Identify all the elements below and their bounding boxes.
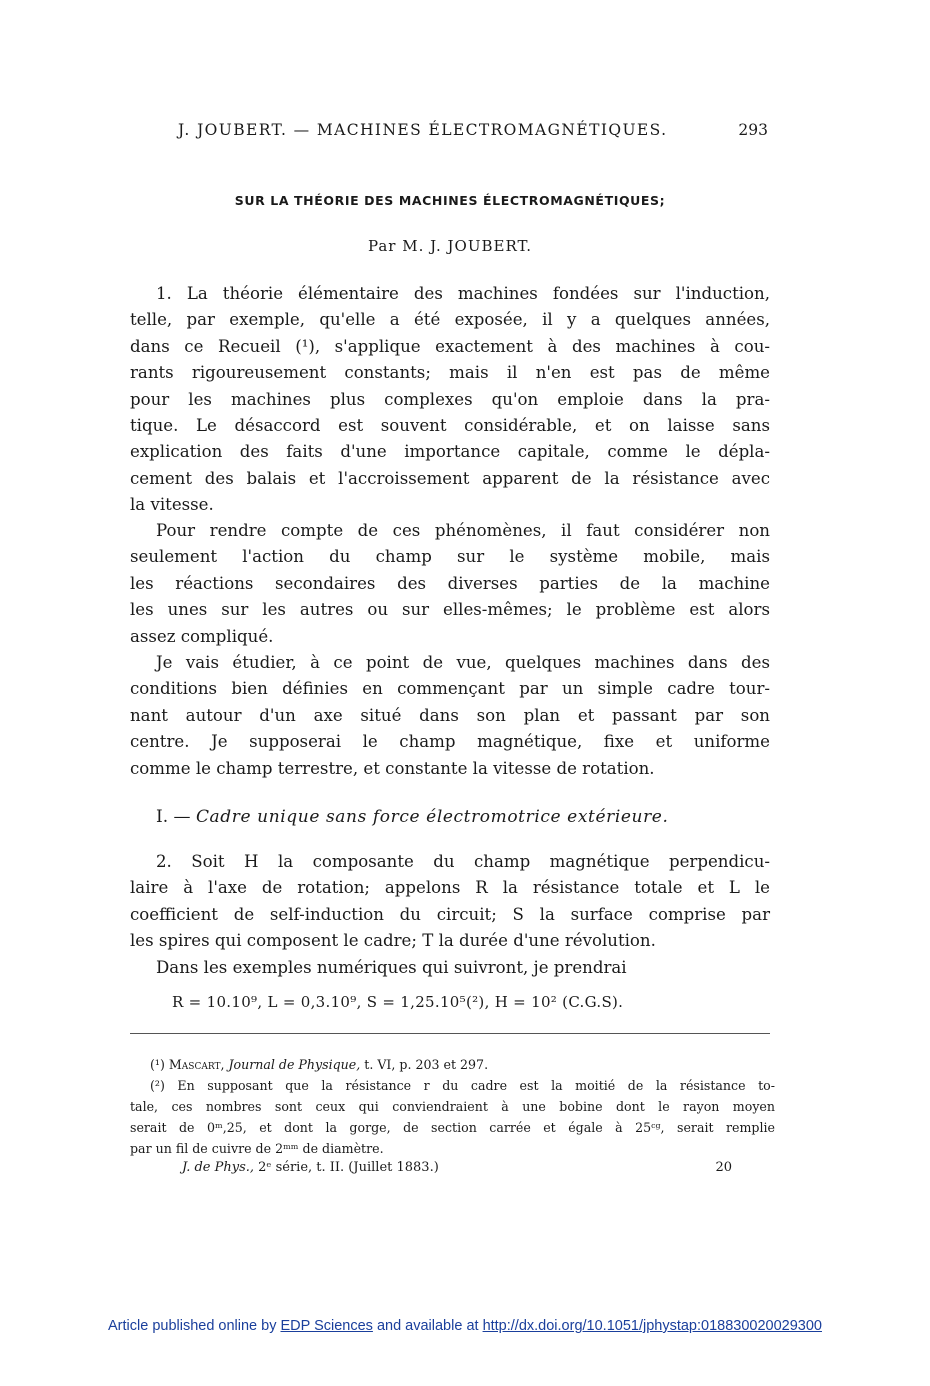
page-number: 293 <box>738 121 768 139</box>
text-line: seulement l'action du champ sur le système mobile, mais <box>130 547 770 567</box>
text-line: telle, par exemple, qu'elle a été exposée, il y a quelques années, <box>130 310 770 330</box>
text-line: tique. Le désaccord est souvent considérable, et on laisse sans <box>130 415 770 435</box>
text-line: explication des faits d'une importance capitale, comme le dépla- <box>130 442 770 462</box>
text-line: conditions bien définies en commençant par un simple cadre tour- <box>130 679 770 699</box>
source-journal: J. de Phys., <box>182 1160 255 1175</box>
footnote-divider <box>130 1033 770 1034</box>
text-line: rants rigoureusement constants; mais il n'en est pas de même <box>130 363 770 383</box>
text-line: 2. Soit H la composante du champ magnétique perpendicu- <box>156 852 770 871</box>
paragraph-5 <box>130 955 770 981</box>
paragraph-1 <box>130 281 770 519</box>
footnote-author: Mascart, <box>168 1057 225 1072</box>
text-line: Je vais étudier, à ce point de vue, quelques machines dans des <box>156 653 770 672</box>
paragraph-2 <box>130 518 770 650</box>
paragraph-3 <box>130 650 770 782</box>
text-line: dans ce Recueil (¹), s'applique exactement à des machines à cou- <box>130 336 770 356</box>
section-title: Cadre unique sans force électromotrice extérieure. <box>195 807 669 827</box>
byline: Par M. J. JOUBERT. <box>367 237 533 255</box>
section-number: I. — <box>156 807 191 827</box>
text-line: centre. Je supposerai le champ magnétique, fixe et uniforme <box>130 732 770 752</box>
footnote-reference: t. VI, p. 203 et 297. <box>364 1057 489 1072</box>
text-line: 1. La théorie élémentaire des machines fondées sur l'induction, <box>156 284 770 303</box>
publisher-link[interactable]: EDP Sciences <box>280 1318 373 1334</box>
text-line: Dans les exemples numériques qui suivront, je prendrai <box>156 958 627 977</box>
running-head <box>178 121 768 145</box>
footnote-journal: Journal de Physique, <box>228 1057 361 1072</box>
doi-link[interactable]: http://dx.doi.org/10.1051/jphystap:018830020029300 <box>482 1318 822 1334</box>
text-line: laire à l'axe de rotation; appelons R la résistance totale et L le <box>130 878 770 898</box>
running-head-title: J. JOUBERT. — MACHINES ÉLECTROMAGNÉTIQUES. <box>178 121 668 139</box>
text-line: assez compliqué. <box>130 626 274 646</box>
footnote-2-line: (²) En supposant que la résistance r du cadre est la moitié de la résistance to- <box>150 1078 775 1093</box>
text-line: les spires qui composent le cadre; T la durée d'une révolution. <box>130 931 656 951</box>
footnote-2-line: par un fil de cuivre de 2ᵐᵐ de diamètre. <box>130 1141 384 1156</box>
footer-middle: and available at <box>376 1318 479 1334</box>
text-line: coefficient de self-induction du circuit; S la surface comprise par <box>130 904 770 924</box>
footnote-2-line: tale, ces nombres sont ceux qui conviendraient à une bobine dont le rayon moyen <box>130 1099 775 1114</box>
text-line: pour les machines plus complexes qu'on emploie dans la pra- <box>130 389 770 409</box>
text-line: les réactions secondaires des diverses parties de la machine <box>130 573 770 593</box>
section-heading <box>156 807 776 827</box>
source-details: 2ᵉ série, t. II. (Juillet 1883.) <box>258 1160 439 1175</box>
signature-mark: 20 <box>715 1160 732 1175</box>
text-line: les unes sur les autres ou sur elles-mêmes; le problème est alors <box>130 600 770 620</box>
publication-footer <box>0 1318 930 1334</box>
footnote-2-line: serait de 0ᵐ,25, et dont la gorge, de section carrée et égale à 25ᶜᵍ, serait remplie <box>130 1120 775 1135</box>
footnotes <box>130 1054 775 1159</box>
text-line: comme le champ terrestre, et constante la vitesse de rotation. <box>130 758 655 778</box>
text-line: la vitesse. <box>130 495 214 515</box>
text-line: Pour rendre compte de ces phénomènes, il faut considérer non <box>156 521 770 540</box>
formula: R = 10.10⁹, L = 0,3.10⁹, S = 1,25.10⁵(²), H = 10² (C.G.S). <box>172 993 624 1011</box>
footnote-1 <box>130 1054 775 1075</box>
text-line: cement des balais et l'accroissement apparent de la résistance avec <box>130 468 770 488</box>
article-title: SUR LA THÉORIE DES MACHINES ÉLECTROMAGNÉTIQUES; <box>234 193 666 208</box>
footnote-marker: (¹) <box>150 1057 165 1072</box>
text-line: nant autour d'un axe situé dans son plan et passant par son <box>130 705 770 725</box>
paragraph-4 <box>130 849 770 955</box>
source-line <box>182 1160 732 1175</box>
footer-prefix: Article published online by <box>108 1318 277 1334</box>
